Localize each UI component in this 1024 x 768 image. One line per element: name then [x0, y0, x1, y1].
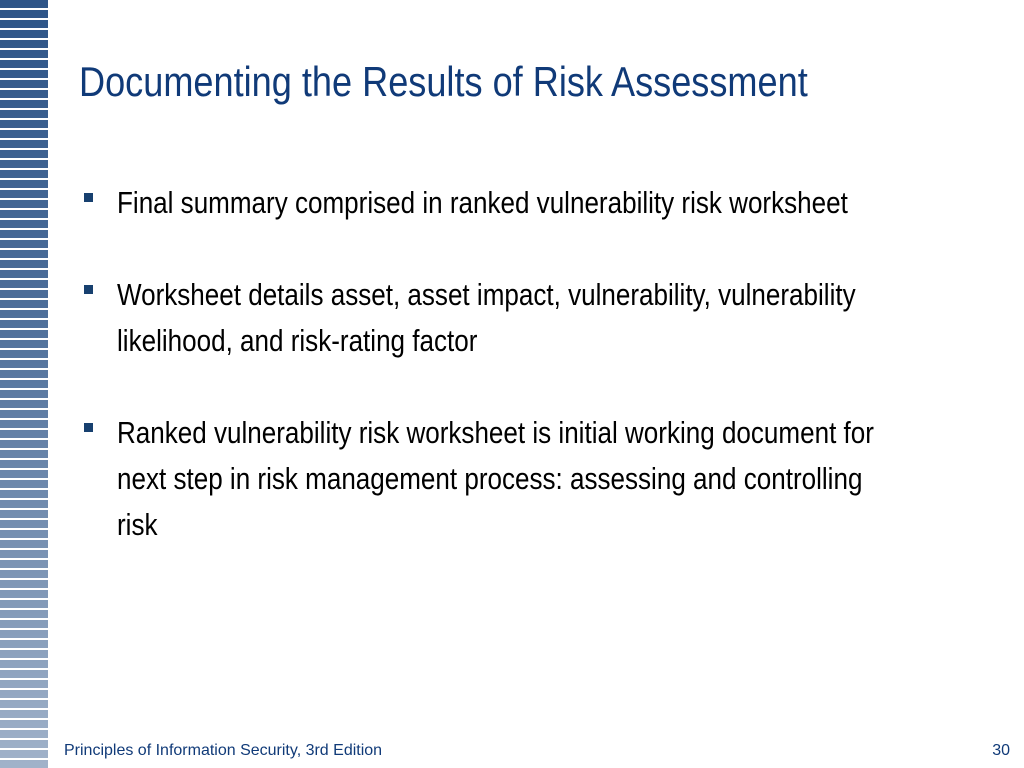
square-bullet-icon [84, 193, 93, 202]
footer-book-title: Principles of Information Security, 3rd Edition [64, 742, 383, 759]
list-item [84, 410, 984, 548]
bullet-text: Final summary comprised in ranked vulnerability risk worksheet [117, 185, 848, 220]
list-item [84, 180, 984, 226]
bullet-text: Ranked vulnerability risk worksheet is initial working document for next step in risk management process: assessing and controlling risk [117, 415, 874, 542]
list-item [84, 272, 984, 364]
page-number: 30 [992, 742, 1010, 759]
stripe-edge [48, 0, 50, 768]
bullet-text: Worksheet details asset, asset impact, vulnerability, vulnerability likelihood, and risk-rating factor [117, 277, 856, 358]
stripe-fade-overlay [0, 0, 48, 768]
square-bullet-icon [84, 423, 93, 432]
bullet-list [84, 180, 984, 594]
slide-title: Documenting the Results of Risk Assessment [79, 58, 808, 105]
square-bullet-icon [84, 285, 93, 294]
